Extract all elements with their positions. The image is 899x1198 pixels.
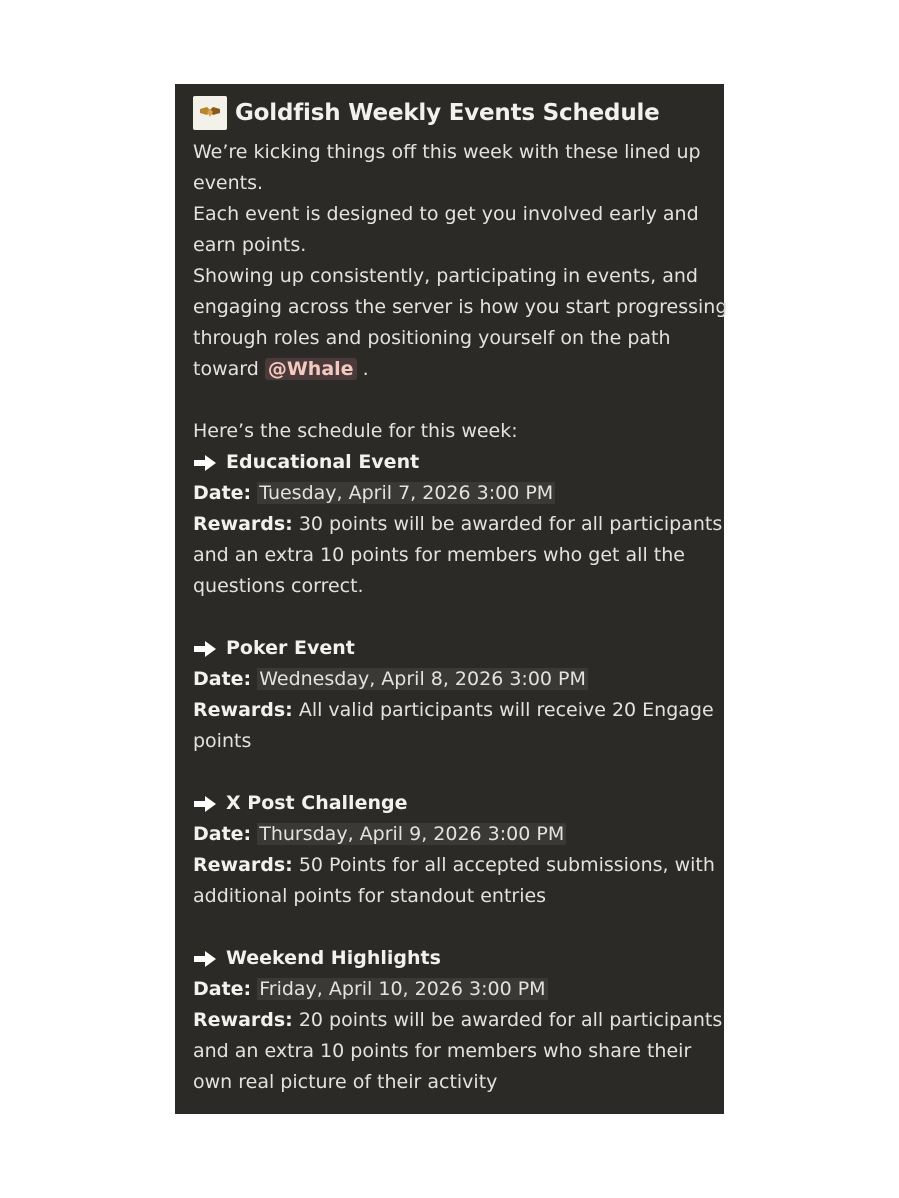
rewards-text: additional points for standout entries xyxy=(193,885,547,907)
rewards-text: and an extra 10 points for members who get all the xyxy=(193,544,685,566)
announcement-title: Goldfish Weekly Events Schedule xyxy=(235,99,660,126)
event-date: Tuesday, April 7, 2026 3:00 PM xyxy=(259,482,554,504)
intro-line: We’re kicking things off this week with these lined up xyxy=(193,141,701,163)
toward-text: toward xyxy=(193,358,259,380)
rewards-label: Rewards: xyxy=(193,513,293,535)
rewards-label: Rewards: xyxy=(193,854,293,876)
event-rewards-line xyxy=(193,509,723,540)
event-rewards-line xyxy=(193,695,714,726)
event-name: Poker Event xyxy=(226,637,355,659)
rewards-text: and an extra 10 points for members who share their xyxy=(193,1040,692,1062)
intro-line: earn points. xyxy=(193,234,307,256)
event-date-line xyxy=(193,974,714,1005)
intro-line: Each event is designed to get you involved early and xyxy=(193,203,699,225)
whale-role-mention[interactable]: @Whale xyxy=(265,358,357,380)
date-label: Date: xyxy=(193,482,252,504)
event-date-line xyxy=(193,819,714,850)
rewards-text: All valid participants will receive 20 Engage xyxy=(298,699,714,721)
message-card xyxy=(175,84,728,1114)
event-date-line xyxy=(193,478,714,509)
intro-line: through roles and positioning yourself on the path xyxy=(193,327,671,349)
date-label: Date: xyxy=(193,978,252,1000)
title-row xyxy=(193,94,714,132)
rewards-label: Rewards: xyxy=(193,1009,293,1031)
rewards-text: questions correct. xyxy=(193,575,364,597)
event-date-line xyxy=(193,664,714,695)
spacer xyxy=(193,757,714,788)
event-name: Educational Event xyxy=(226,451,420,473)
spacer xyxy=(193,602,714,633)
right-arrow-icon xyxy=(193,454,217,472)
rewards-label: Rewards: xyxy=(193,699,293,721)
right-arrow-icon xyxy=(193,795,217,813)
event-name: X Post Challenge xyxy=(226,792,408,814)
event-heading xyxy=(193,788,714,819)
event-heading xyxy=(193,447,714,478)
toward-suffix: . xyxy=(356,358,369,380)
event-date: Thursday, April 9, 2026 3:00 PM xyxy=(259,823,565,845)
intro-line: events. xyxy=(193,172,264,194)
rewards-text: own real picture of their activity xyxy=(193,1071,498,1093)
event-name: Weekend Highlights xyxy=(226,947,441,969)
event-rewards-line xyxy=(193,1005,723,1036)
event-heading xyxy=(193,943,714,974)
rewards-text: 30 points will be awarded for all participants xyxy=(298,513,723,535)
event-date: Wednesday, April 8, 2026 3:00 PM xyxy=(259,668,586,690)
event-rewards-line xyxy=(193,850,714,881)
right-arrow-icon xyxy=(193,950,217,968)
date-label: Date: xyxy=(193,668,252,690)
date-label: Date: xyxy=(193,823,252,845)
rewards-text: 50 Points for all accepted submissions, with xyxy=(298,854,715,876)
handshake-emoji-icon xyxy=(193,96,227,130)
rewards-text: points xyxy=(193,730,252,752)
intro-paragraph xyxy=(193,137,728,385)
event-heading xyxy=(193,633,714,664)
event-date: Friday, April 10, 2026 3:00 PM xyxy=(259,978,546,1000)
intro-line: Showing up consistently, participating in events, and xyxy=(193,265,698,287)
right-arrow-icon xyxy=(193,640,217,658)
intro-line: engaging across the server is how you start progressing xyxy=(193,296,728,318)
rewards-text: 20 points will be awarded for all participants xyxy=(298,1009,723,1031)
spacer xyxy=(193,385,714,416)
schedule-intro: Here’s the schedule for this week: xyxy=(193,420,518,442)
toward-line xyxy=(193,354,714,385)
spacer xyxy=(193,912,714,943)
